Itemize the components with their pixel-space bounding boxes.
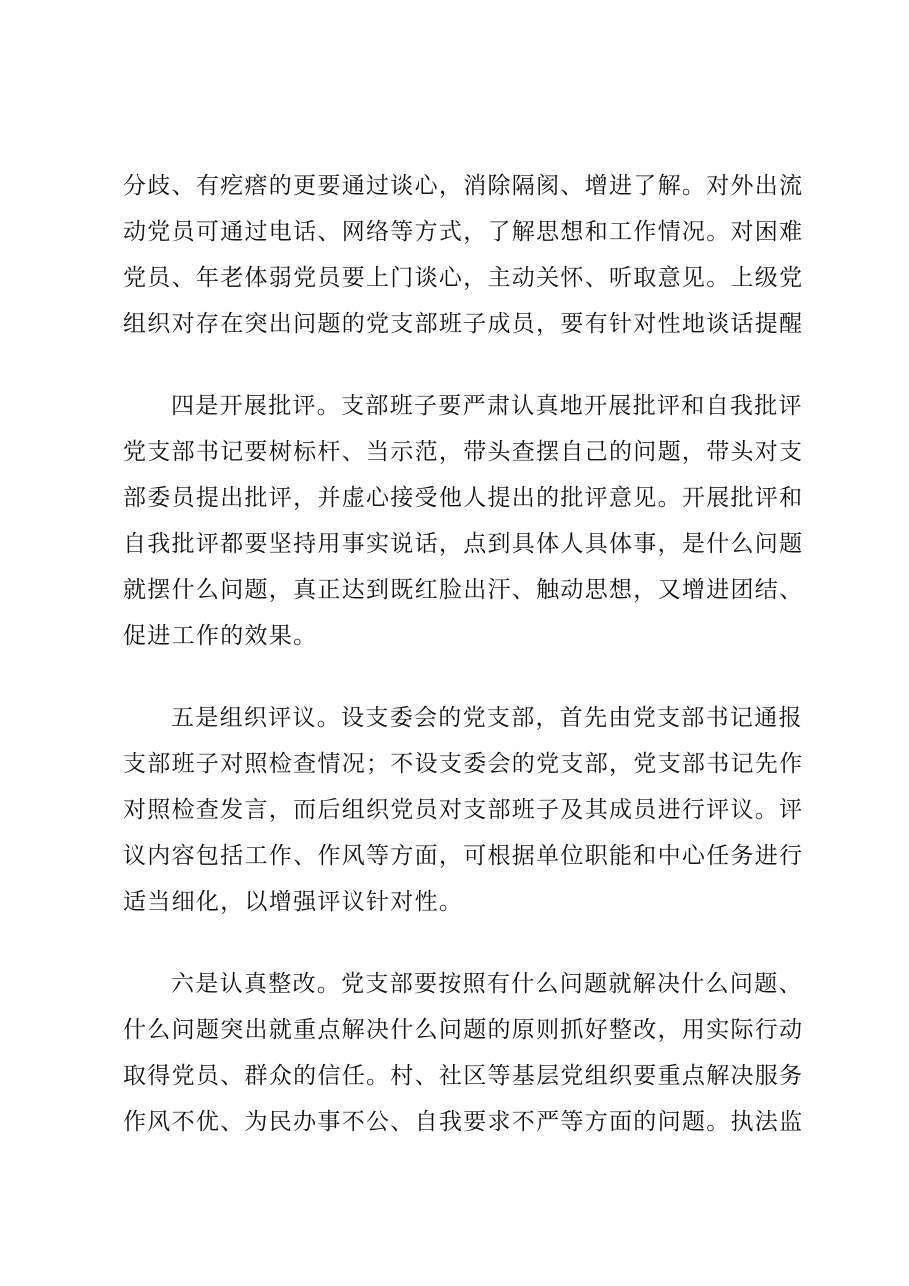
document-body: [123, 163, 813, 1181]
text-line: 部委员提出批评，并虚心接受他人提出的批评意见。开展批评和: [123, 485, 804, 511]
text-line: 五是组织评议。设支委会的党支部，首先由党支部书记通报: [171, 705, 803, 731]
paragraph-criticism: [123, 383, 813, 659]
text-line: 取得党员、群众的信任。村、社区等基层党组织要重点解决服务: [123, 1063, 804, 1089]
text-line: 支部班子对照检查情况；不设支委会的党支部，党支部书记先作: [123, 751, 804, 777]
text-line: 六是认真整改。党支部要按照有什么问题就解决什么问题、: [171, 971, 803, 997]
text-line: 自我批评都要坚持用事实说话，点到具体人具体事，是什么问题: [123, 531, 804, 557]
text-line: 党支部书记要树标杆、当示范，带头查摆自己的问题，带头对支: [123, 439, 804, 465]
text-line: 作风不优、为民办事不公、自我要求不严等方面的问题。执法监: [123, 1109, 804, 1135]
paragraph-talk-heart: [123, 163, 813, 347]
text-line: 什么问题突出就重点解决什么问题的原则抓好整改，用实际行动: [123, 1017, 804, 1043]
text-line: 适当细化，以增强评议针对性。: [123, 889, 464, 915]
text-line: 组织对存在突出问题的党支部班子成员，要有针对性地谈话提醒: [123, 311, 804, 337]
text-line: 就摆什么问题，真正达到既红脸出汗、触动思想，又增进团结、: [123, 577, 804, 603]
text-line: 动党员可通过电话、网络等方式，了解思想和工作情况。对困难: [123, 219, 804, 245]
text-line: 对照检查发言，而后组织党员对支部班子及其成员进行评议。评: [123, 797, 804, 823]
paragraph-rectification: [123, 961, 813, 1145]
text-line: 促进工作的效果。: [123, 623, 318, 649]
text-line: 分歧、有疙瘩的更要通过谈心，消除隔阂、增进了解。对外出流: [123, 173, 804, 199]
text-line: 党员、年老体弱党员要上门谈心，主动关怀、听取意见。上级党: [123, 265, 804, 291]
paragraph-evaluation: [123, 695, 813, 925]
text-line: 议内容包括工作、作风等方面，可根据单位职能和中心任务进行: [123, 843, 804, 869]
text-line: 四是开展批评。支部班子要严肃认真地开展批评和自我批评: [171, 393, 803, 419]
